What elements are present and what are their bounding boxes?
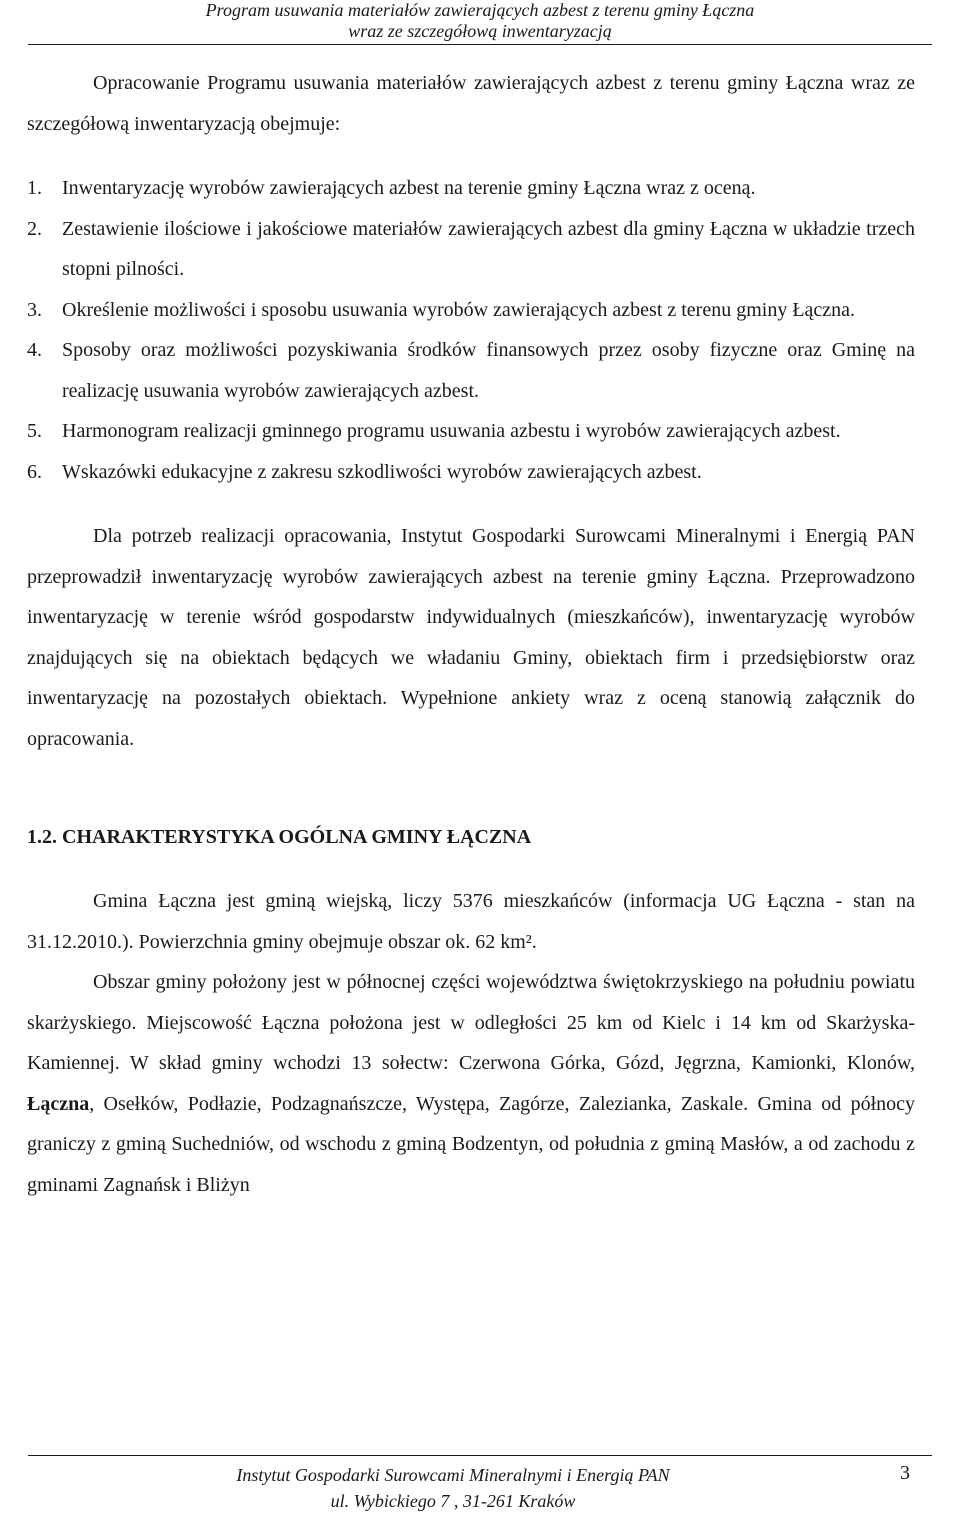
list-item xyxy=(27,411,915,452)
scope-list xyxy=(27,168,915,492)
page-footer xyxy=(0,1462,906,1514)
list-item-text: Wskazówki edukacyjne z zakresu szkodliwości wyrobów zawierających azbest. xyxy=(62,460,702,483)
list-item xyxy=(27,290,915,331)
list-item xyxy=(27,452,915,493)
location-text-2: , Osełków, Podłazie, Podzagnańszcze, Występa, Zagórze, Zalezianka, Zaskale. Gmina od północy graniczy z gminą Suchedniów, od wschodu z gminą Bodzentyn, od południa z gminą Masłów, a od zachodu z gminami Zagnańsk i Bliżyn xyxy=(27,1092,915,1196)
list-item-number: 5. xyxy=(27,420,42,442)
list-item-number: 6. xyxy=(27,460,42,483)
list-item-text: Sposoby oraz możliwości pozyskiwania środków finansowych przez osoby fizyczne oraz Gminę na realizację usuwania wyrobów zawierających azbest. xyxy=(62,339,915,402)
location-text-1: Obszar gminy położony jest w północnej części województwa świętokrzyskiego na południu powiatu skarżyskiego. Miejscowość Łączna położona jest w odległości 25 km od Kielc i 14 km od Skarżyska-Kamiennej. W skład gminy wchodzi 13 sołectw: Czerwona Górka, Gózd, Jęgrzna, Kamionki, Klonów, xyxy=(27,971,915,1074)
section-heading: 1.2. CHARAKTERYSTYKA OGÓLNA GMINY ŁĄCZNA xyxy=(27,826,532,848)
population-paragraph: Gmina Łączna jest gminą wiejską, liczy 5376 mieszkańców (informacja UG Łączna - stan na 31.12.2010.). Powierzchnia gminy obejmuje obszar ok. 62 km². xyxy=(27,890,915,953)
list-item-number: 2. xyxy=(27,217,42,240)
header-subtitle: wraz ze szczegółową inwentaryzacją xyxy=(348,21,612,41)
document-body xyxy=(27,63,915,1205)
list-item-text: Określenie możliwości i sposobu usuwania wyrobów zawierających azbest z terenu gminy Łączna. xyxy=(62,298,856,321)
footer-address: ul. Wybickiego 7 , 31-261 Kraków xyxy=(330,1491,576,1511)
footer-institute: Instytut Gospodarki Surowcami Mineralnymi i Energią PAN xyxy=(236,1465,670,1485)
intro-paragraph: Opracowanie Programu usuwania materiałów zawierających azbest z terenu gminy Łączna wraz ze szczegółową inwentaryzacją obejmuje: xyxy=(27,72,915,135)
inventory-paragraph: Dla potrzeb realizacji opracowania, Instytut Gospodarki Surowcami Mineralnymi i Energią PAN przeprowadził inwentaryzację wyrobów zawierających azbest na terenie gminy Łączna. Przeprowadzono inwentaryzację w terenie wśród gospodarstw indywidualnych (mieszkańców), inwentaryzację wyrobów znajdujących się na obiektach będących we władaniu Gminy, obiektach firm i przedsiębiorstw oraz inwentaryzację na pozostałych obiektach. Wypełnione ankiety wraz z oceną stanowią załącznik do opracowania. xyxy=(27,525,915,750)
header-title: Program usuwania materiałów zawierających azbest z terenu gminy Łączna xyxy=(205,0,755,20)
header-divider xyxy=(28,44,932,45)
list-item-text: Harmonogram realizacji gminnego programu usuwania azbestu i wyrobów zawierających azbest. xyxy=(62,420,841,442)
list-item-number: 4. xyxy=(27,339,42,361)
location-paragraph xyxy=(27,962,915,1205)
list-item xyxy=(27,209,915,290)
page-number: 3 xyxy=(900,1462,910,1484)
page-header xyxy=(0,0,960,44)
location-text-bold: Łączna xyxy=(27,1092,90,1115)
list-item xyxy=(27,330,915,411)
list-item-number: 1. xyxy=(27,177,42,199)
list-item-text: Inwentaryzację wyrobów zawierających azbest na terenie gminy Łączna wraz z oceną. xyxy=(62,177,756,199)
list-item-number: 3. xyxy=(27,298,42,321)
footer-divider xyxy=(28,1455,932,1456)
list-item-text: Zestawienie ilościowe i jakościowe materiałów zawierających azbest dla gminy Łączna w układzie trzech stopni pilności. xyxy=(62,217,915,280)
list-item xyxy=(27,168,915,209)
